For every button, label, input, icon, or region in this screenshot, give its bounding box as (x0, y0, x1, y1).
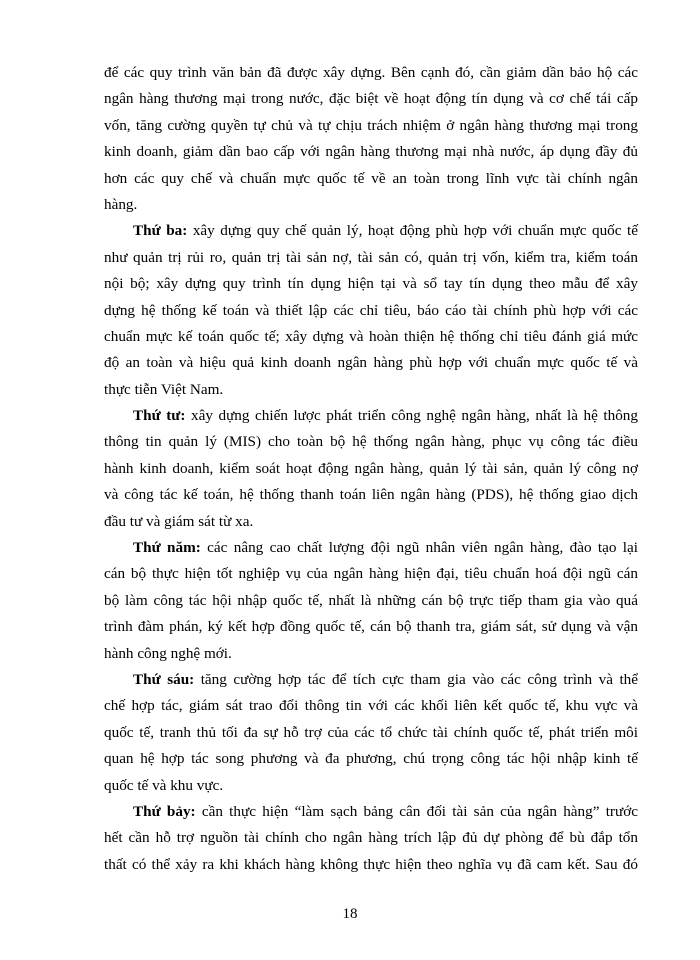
text-line: quan hệ hợp tác song phương và đa phương, chú trọng công tác hội nhập kinh tế (104, 750, 638, 768)
paragraph-label: Thứ tư: (133, 407, 186, 425)
text-line: chuẩn mực kế toán quốc tế; xây dựng và hoàn thiện hệ thống chỉ tiêu đánh giá mức (104, 327, 638, 345)
text-line: kinh doanh, giảm dần bao cấp với ngân hàng thương mại nhà nước, áp dụng đầy đủ (104, 143, 638, 161)
paragraph-thu-sau (104, 667, 638, 799)
text-line: thất có thể xảy ra khi khách hàng không thực hiện theo nghĩa vụ đã cam kết. Sau đó (104, 855, 638, 873)
text-line: quốc tế và khu vực. (104, 776, 224, 794)
paragraph-thu-nam (104, 535, 638, 667)
text-line: quốc tế, tranh thủ tối đa sự hỗ trợ của các tổ chức tài chính quốc tế, phát triển môi (104, 723, 638, 741)
text-line (104, 667, 638, 693)
paragraph-label: Thứ năm: (133, 539, 201, 557)
text-line (104, 218, 638, 244)
text-line: hành công nghệ mới. (104, 644, 232, 662)
text-line: thực tiễn Việt Nam. (104, 380, 224, 398)
text-line: để các quy trình văn bản đã được xây dựng. Bên cạnh đó, cần giảm dần bảo hộ các (104, 64, 638, 81)
text-line: hàng. (104, 195, 138, 213)
text-line: độ an toàn và hiệu quả kinh doanh ngân hàng phù hợp với chuẩn mực quốc tế và (104, 354, 638, 372)
text-line-content: xây dựng chiến lược phát triển công nghệ ngân hàng, nhất là hệ thông (185, 407, 638, 425)
text-line: như quản trị rủi ro, quản trị tài sản nợ, tài sản có, quản trị vốn, kiểm tra, kiểm toán (104, 248, 638, 266)
paragraph-label: Thứ ba: (133, 222, 188, 240)
paragraph-label: Thứ sáu: (133, 670, 195, 688)
text-line-content: cần thực hiện “làm sạch bảng cân đối tài sản của ngân hàng” trước (195, 802, 638, 820)
text-line: và công tác kế toán, hệ thống thanh toán liên ngân hàng (PDS), hệ thống giao dịch (104, 486, 638, 504)
text-line: chế hợp tác, giám sát trao đổi thông tin với các khối liên kết quốc tế, khu vực và (104, 697, 638, 715)
text-line-content: tăng cường hợp tác để tích cực tham gia vào các công trình và thể (194, 670, 638, 688)
text-line: hết cần hỗ trợ nguồn tài chính cho ngân hàng trích lập đủ dự phòng để bù đắp tổn (104, 829, 638, 847)
text-line: hơn các quy chế và chuẩn mực quốc tế về an toàn trong lĩnh vực tài chính ngân (104, 169, 638, 187)
text-line: bộ làm công tác hội nhập quốc tế, nhất là những cán bộ trực tiếp tham gia vào quá (104, 591, 638, 609)
text-line: thông tin quản lý (MIS) cho toàn bộ hệ thống ngân hàng, phục vụ công tác điều (104, 433, 638, 451)
text-line: ngân hàng thương mại trong nước, đặc biệt về hoạt động tín dụng và cơ chế tái cấp (104, 90, 638, 108)
text-line: đầu tư và giám sát từ xa. (104, 512, 254, 530)
text-line: cán bộ thực hiện tốt nghiệp vụ của ngân hàng hiện đại, tiêu chuẩn hoá đội ngũ cán (104, 565, 638, 583)
paragraph-thu-bay (104, 799, 638, 878)
text-line: trình đàm phán, ký kết hợp đồng quốc tế, cán bộ thanh tra, giám sát, sử dụng và vận (104, 618, 638, 636)
text-line: dựng hệ thống kế toán và thiết lập các chỉ tiêu, báo cáo tài chính phù hợp với các (104, 301, 638, 319)
paragraph-label: Thứ bảy: (133, 802, 196, 820)
text-line-content: các nâng cao chất lượng đội ngũ nhân viên ngân hàng, đào tạo lại (200, 539, 638, 557)
text-line: hành kinh doanh, kiểm soát hoạt động ngân hàng, quản lý tài sản, quản lý công nợ (104, 459, 638, 477)
text-line: nội bộ; xây dựng quy trình tín dụng hiện tại và sổ tay tín dụng theo mẫu để xây (104, 275, 638, 293)
document-body (104, 60, 638, 878)
paragraph-thu-tu (104, 403, 638, 535)
text-line: vốn, tăng cường quyền tự chủ và tự chịu trách nhiệm ở ngân hàng thương mại trong (104, 116, 638, 134)
page-number: 18 (342, 906, 358, 922)
text-line (104, 403, 638, 429)
paragraph-thu-ba (104, 218, 638, 403)
paragraph-continuation (104, 60, 638, 218)
text-line (104, 535, 638, 561)
text-line (104, 799, 638, 825)
text-line-content: xây dựng quy chế quản lý, hoạt động phù hợp với chuẩn mực quốc tế (187, 222, 638, 240)
